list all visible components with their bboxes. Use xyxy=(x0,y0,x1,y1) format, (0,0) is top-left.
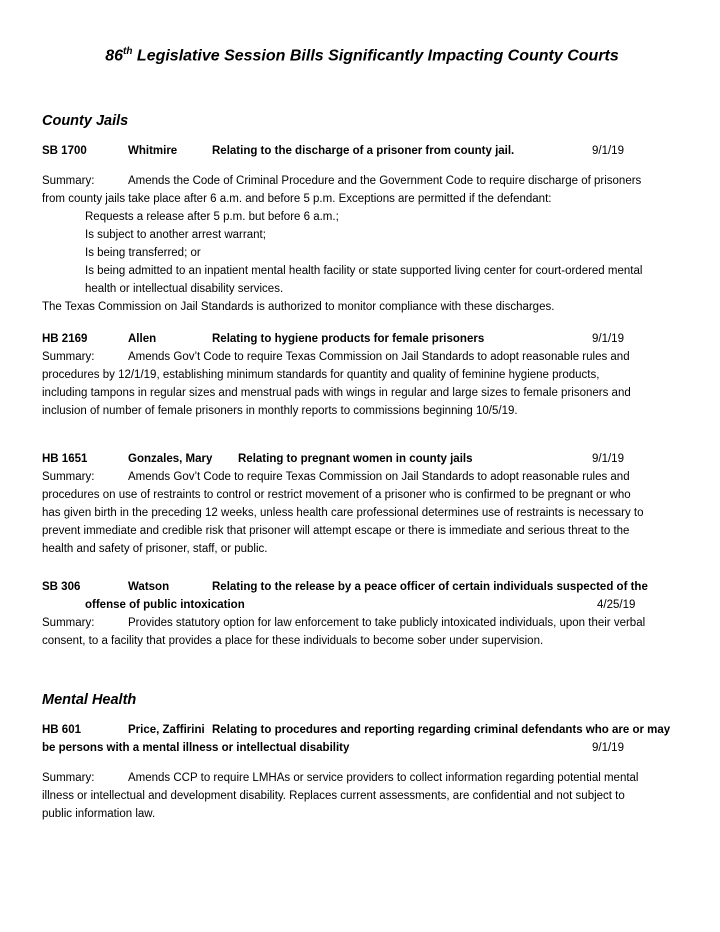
bill-author: Whitmire xyxy=(128,145,178,157)
exception-item: Is being admitted to an inpatient mental health facility or state supported living center for court-ordered mental xyxy=(85,265,643,277)
summary-line: consent, to a facility that provides a place for these individuals to become sober under supervision. xyxy=(42,635,544,647)
effective-date: 4/25/19 xyxy=(597,599,636,611)
summary-line: public information law. xyxy=(42,808,156,820)
bill-author: Gonzales, Mary xyxy=(128,453,213,465)
summary-line: including tampons in regular sizes and menstrual pads with wings in regular and large sizes to female prisoners and xyxy=(42,387,631,399)
bill-summary: Summary: Amends Gov’t Code to require Texas Commission on Jail Standards to adopt reasonable rules and xyxy=(42,471,630,483)
bill-summary: Summary: Provides statutory option for law enforcement to take publicly intoxicated individuals, upon their verbal xyxy=(42,617,646,629)
bill-number: HB 601 xyxy=(42,724,81,736)
exception-item: Is being transferred; or xyxy=(85,247,201,259)
bill-caption-continued: offense of public intoxication xyxy=(85,599,245,611)
summary-line: illness or intellectual and development disability. Replaces current assessments, are confidential and not subject to xyxy=(42,790,625,802)
effective-date: 9/1/19 xyxy=(592,742,624,754)
exception-item-continued: health or intellectual disability services. xyxy=(85,283,284,295)
bill-caption: Relating to pregnant women in county jails xyxy=(238,453,473,465)
section-heading-mental-health: Mental Health xyxy=(42,692,137,708)
effective-date: 9/1/19 xyxy=(592,453,624,465)
bill-summary: Summary: Amends the Code of Criminal Procedure and the Government Code to require discharge of prisoners xyxy=(42,175,642,187)
section-heading-county-jails: County Jails xyxy=(42,113,129,129)
summary-line: has given birth in the preceding 12 weeks, unless health care professional determines use of restraints is necessary to xyxy=(42,507,644,519)
bill-sb306 xyxy=(42,578,682,650)
bill-caption-continued: be persons with a mental illness or intellectual disability xyxy=(42,742,350,754)
summary-line: procedures on use of restraints to control or restrict movement of a prisoner who is confirmed to be pregnant or who xyxy=(42,489,631,501)
bill-summary: Summary: Amends Gov’t Code to require Texas Commission on Jail Standards to adopt reasonable rules and xyxy=(42,351,630,363)
exception-item: Requests a release after 5 p.m. but before 6 a.m.; xyxy=(85,211,339,223)
bill-number: HB 2169 xyxy=(42,333,88,345)
summary-line: inclusion of number of female prisoners in monthly reports to commissions beginning 10/5/19. xyxy=(42,405,518,417)
effective-date: 9/1/19 xyxy=(592,145,624,157)
page-title: 86th Legislative Session Bills Significantly Impacting County Courts xyxy=(105,46,619,65)
bill-hb1651 xyxy=(42,450,682,558)
bill-number: SB 306 xyxy=(42,581,81,593)
bill-author: Price, Zaffirini xyxy=(128,724,205,736)
bill-caption: Relating to hygiene products for female prisoners xyxy=(212,333,485,345)
bill-caption: Relating to procedures and reporting regarding criminal defendants who are or may xyxy=(212,724,671,736)
summary-line: from county jails take place after 6 a.m. and before 5 p.m. Exceptions are permitted if the defendant: xyxy=(42,193,552,205)
bill-author: Watson xyxy=(128,581,170,593)
bill-hb601 xyxy=(42,721,682,823)
effective-date: 9/1/19 xyxy=(592,333,624,345)
summary-line: procedures by 12/1/19, establishing minimum standards for quantity and quality of feminine hygiene products, xyxy=(42,369,600,381)
bill-caption: Relating to the release by a peace officer of certain individuals suspected of the xyxy=(212,581,648,593)
bill-sb1700 xyxy=(42,142,682,316)
bill-number: HB 1651 xyxy=(42,453,88,465)
bill-author: Allen xyxy=(128,333,157,345)
bill-summary: Summary: Amends CCP to require LMHAs or service providers to collect information regarding potential mental xyxy=(42,772,639,784)
summary-line: health and safety of prisoner, staff, or public. xyxy=(42,543,268,555)
bill-number: SB 1700 xyxy=(42,145,87,157)
exception-item: Is subject to another arrest warrant; xyxy=(85,229,266,241)
bill-caption: Relating to the discharge of a prisoner from county jail. xyxy=(212,145,515,157)
summary-closing: The Texas Commission on Jail Standards is authorized to monitor compliance with these discharges. xyxy=(42,301,555,313)
bill-hb2169 xyxy=(42,330,682,420)
summary-line: prevent immediate and credible risk that prisoner will attempt escape or there is immediate and serious threat to the xyxy=(42,525,630,537)
